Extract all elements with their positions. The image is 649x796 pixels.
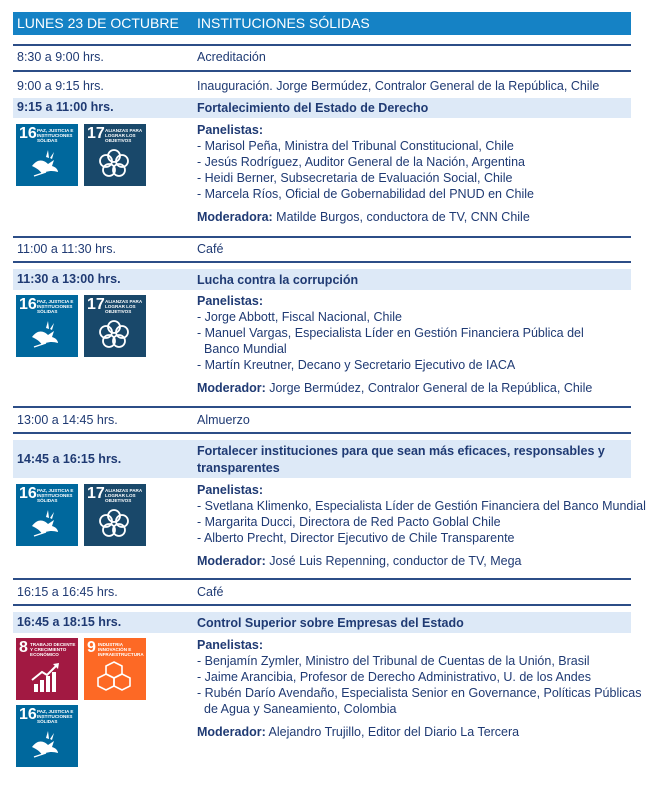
moderator-name: José Luis Repenning, conductor de TV, Mega bbox=[265, 554, 522, 568]
session-details-2 bbox=[197, 293, 637, 396]
event-title: Acreditación bbox=[197, 50, 266, 64]
panel-label: Panelistas: bbox=[197, 123, 264, 137]
session-details-1 bbox=[197, 122, 637, 225]
session-header-3 bbox=[13, 440, 631, 478]
sdg-title: PAZ, JUSTICIA E INSTITUCIONES SÓLIDAS bbox=[37, 299, 74, 315]
dove-icon bbox=[28, 146, 64, 180]
event-title: Almuerzo bbox=[197, 413, 250, 427]
panelist-item: - Jesús Rodríguez, Auditor General de la Nación, Argentina bbox=[197, 155, 525, 169]
panelist-item: de Agua y Saneamiento, Colombia bbox=[204, 702, 397, 716]
panel-label: Panelistas: bbox=[197, 638, 264, 652]
time-label: 9:15 a 11:00 hrs. bbox=[17, 100, 114, 114]
sdg-16-badge bbox=[16, 124, 78, 186]
event-title: Café bbox=[197, 585, 224, 599]
panelist-item: - Heidi Berner, Subsecretaria de Evaluación Social, Chile bbox=[197, 171, 513, 185]
panelist-item: - Manuel Vargas, Especialista Líder en Gestión Financiera Pública del bbox=[197, 326, 584, 340]
panelist-item: - Rubén Darío Avendaño, Especialista Senior en Governance, Políticas Públicas bbox=[197, 686, 642, 700]
moderator-line bbox=[197, 380, 637, 396]
moderator-label: Moderador: bbox=[197, 554, 266, 568]
divider bbox=[13, 432, 631, 434]
moderator-name: Alejandro Trujillo, Editor del Diario La Tercera bbox=[265, 725, 520, 739]
sdg-17-badge bbox=[84, 484, 146, 546]
sdg-17-badge bbox=[84, 295, 146, 357]
sdg-16-badge bbox=[16, 484, 78, 546]
panelist-item: - Marisol Peña, Ministra del Tribunal Constitucional, Chile bbox=[197, 139, 514, 153]
sdg-title: INDUSTRIA INNOVACIÓN E INFRAESTRUCTURA bbox=[98, 642, 144, 658]
panelist-item: - Martín Kreutner, Decano y Secretario Ejecutivo de IACA bbox=[197, 358, 516, 372]
sdg-16-badge bbox=[16, 295, 78, 357]
event-title: Café bbox=[197, 242, 224, 256]
cubes-icon bbox=[96, 660, 132, 694]
time-label: 11:30 a 13:00 hrs. bbox=[17, 272, 121, 286]
flower-icon bbox=[96, 317, 132, 351]
moderator-line bbox=[197, 724, 637, 740]
sdg-title: PAZ, JUSTICIA E INSTITUCIONES SÓLIDAS bbox=[37, 709, 74, 725]
panel-label: Panelistas: bbox=[197, 483, 264, 497]
sdg-8-badge bbox=[16, 638, 78, 700]
growth-chart-icon bbox=[28, 660, 64, 694]
header-date: LUNES 23 DE OCTUBRE bbox=[17, 15, 179, 31]
dove-icon bbox=[28, 727, 64, 761]
session-details-4 bbox=[197, 637, 642, 740]
sdg-number: 9 bbox=[87, 639, 96, 656]
sdg-9-badge bbox=[84, 638, 146, 700]
sdg-number: 17 bbox=[87, 125, 105, 142]
time-label: 14:45 a 16:15 hrs. bbox=[17, 452, 122, 466]
time-label: 9:00 a 9:15 hrs. bbox=[17, 79, 104, 93]
sdg-16-badge bbox=[16, 705, 78, 767]
panelist-item: - Margarita Ducci, Directora de Red Pacto Goblal Chile bbox=[197, 515, 501, 529]
sdg-number: 17 bbox=[87, 485, 105, 502]
sdg-title: TRABAJO DECENTE Y CRECIMIENTO ECONÓMICO bbox=[30, 642, 76, 658]
header-bar bbox=[13, 12, 631, 35]
divider bbox=[13, 578, 631, 580]
moderator-name: Jorge Bermúdez, Contralor General de la República, Chile bbox=[265, 381, 593, 395]
session-header-4 bbox=[13, 612, 631, 633]
panelist-item: - Benjamín Zymler, Ministro del Tribunal de Cuentas de la Unión, Brasil bbox=[197, 654, 590, 668]
session-title: Fortalecer instituciones para que sean más eficaces, responsables y transparentes bbox=[197, 444, 605, 475]
time-label: 11:00 a 11:30 hrs. bbox=[17, 242, 116, 256]
sdg-number: 16 bbox=[19, 706, 37, 723]
session-title: Lucha contra la corrupción bbox=[197, 273, 359, 287]
moderator-label: Moderadora: bbox=[197, 210, 273, 224]
panelist-item: Banco Mundial bbox=[204, 342, 287, 356]
dove-icon bbox=[28, 317, 64, 351]
moderator-line bbox=[197, 209, 637, 225]
panelist-item: - Marcela Ríos, Oficial de Gobernabilidad del PNUD en Chile bbox=[197, 187, 534, 201]
panelist-item: - Jaime Arancibia, Profesor de Derecho Administrativo, U. de los Andes bbox=[197, 670, 591, 684]
flower-icon bbox=[96, 506, 132, 540]
moderator-label: Moderador: bbox=[197, 381, 266, 395]
moderator-name: Matilde Burgos, conductora de TV, CNN Chile bbox=[272, 210, 530, 224]
dove-icon bbox=[28, 506, 64, 540]
panelist-item: - Svetlana Klimenko, Especialista Líder de Gestión Financiera del Banco Mundial bbox=[197, 499, 646, 513]
divider bbox=[13, 261, 631, 263]
sdg-title: ALIANZAS PARA LOGRAR LOS OBJETIVOS bbox=[105, 488, 143, 504]
event-title: Inauguración. Jorge Bermúdez, Contralor General de la República, Chile bbox=[197, 79, 600, 93]
header-title: INSTITUCIONES SÓLIDAS bbox=[197, 15, 370, 31]
time-label: 8:30 a 9:00 hrs. bbox=[17, 50, 104, 64]
sdg-number: 16 bbox=[19, 125, 37, 142]
moderator-label: Moderador: bbox=[197, 725, 266, 739]
divider bbox=[13, 70, 631, 72]
session-details-3 bbox=[197, 482, 646, 569]
divider bbox=[13, 236, 631, 238]
flower-icon bbox=[96, 146, 132, 180]
time-label: 16:15 a 16:45 hrs. bbox=[17, 585, 118, 599]
moderator-line bbox=[197, 553, 637, 569]
time-label: 13:00 a 14:45 hrs. bbox=[17, 413, 118, 427]
session-header-2 bbox=[13, 269, 631, 290]
panelist-item: - Jorge Abbott, Fiscal Nacional, Chile bbox=[197, 310, 402, 324]
time-label: 16:45 a 18:15 hrs. bbox=[17, 615, 122, 629]
sdg-number: 8 bbox=[19, 639, 28, 656]
sdg-number: 17 bbox=[87, 296, 105, 313]
divider bbox=[13, 604, 631, 606]
sdg-number: 16 bbox=[19, 296, 37, 313]
panel-label: Panelistas: bbox=[197, 294, 264, 308]
sdg-number: 16 bbox=[19, 485, 37, 502]
sdg-17-badge bbox=[84, 124, 146, 186]
sdg-title: PAZ, JUSTICIA E INSTITUCIONES SÓLIDAS bbox=[37, 128, 74, 144]
panelist-item: - Alberto Precht, Director Ejecutivo de Chile Transparente bbox=[197, 531, 515, 545]
session-title: Control Superior sobre Empresas del Estado bbox=[197, 616, 464, 630]
sdg-title: PAZ, JUSTICIA E INSTITUCIONES SÓLIDAS bbox=[37, 488, 74, 504]
sdg-title: ALIANZAS PARA LOGRAR LOS OBJETIVOS bbox=[105, 299, 143, 315]
divider bbox=[13, 406, 631, 408]
session-title: Fortalecimiento del Estado de Derecho bbox=[197, 101, 429, 115]
divider bbox=[13, 44, 631, 46]
session-header-1 bbox=[13, 98, 631, 118]
sdg-title: ALIANZAS PARA LOGRAR LOS OBJETIVOS bbox=[105, 128, 143, 144]
